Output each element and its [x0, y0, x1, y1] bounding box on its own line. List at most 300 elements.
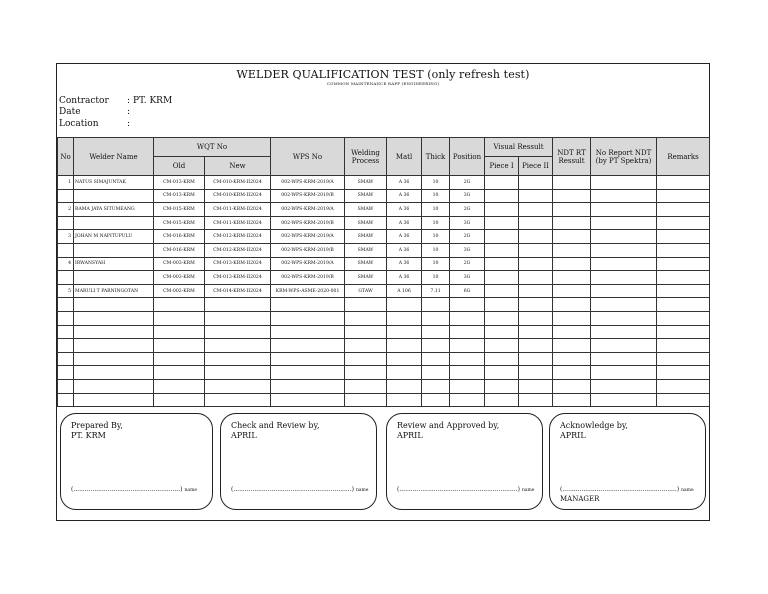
cell-matl: [387, 379, 422, 393]
cell-thick: 10: [422, 271, 450, 285]
cell-welding-process: [345, 366, 387, 380]
table-row: [58, 298, 710, 312]
cell-no-report-ndt: [591, 311, 657, 325]
cell-no-report-ndt: [591, 216, 657, 230]
cell-matl: A 36: [387, 216, 422, 230]
cell-piece-2: [519, 176, 553, 190]
cell-remarks: [657, 189, 710, 203]
cell-welding-process: [345, 379, 387, 393]
cell-ndt-rt: [553, 339, 591, 353]
cell-remarks: [657, 366, 710, 380]
cell-wqt-new: [205, 352, 271, 366]
cell-wps-no: 002-WPS-KRM-2019/B: [271, 189, 345, 203]
cell-thick: [422, 298, 450, 312]
cell-wps-no: [271, 298, 345, 312]
cell-matl: [387, 325, 422, 339]
cell-piece-1: [485, 176, 519, 190]
cell-piece-1: [485, 230, 519, 244]
cell-wqt-new: [205, 311, 271, 325]
cell-ndt-rt: [553, 176, 591, 190]
cell-no-report-ndt: [591, 230, 657, 244]
table-body: [58, 176, 710, 407]
cell-wqt-old: [154, 379, 205, 393]
cell-wqt-new: [205, 366, 271, 380]
cell-piece-1: [485, 257, 519, 271]
cell-welder-name: [74, 325, 154, 339]
signature-box-prepared: [60, 413, 213, 510]
table-row: [58, 271, 710, 285]
cell-remarks: [657, 352, 710, 366]
cell-wqt-new: [205, 339, 271, 353]
col-wqt-no: WQT No: [154, 138, 271, 157]
cell-piece-2: [519, 216, 553, 230]
cell-wqt-new: CM-013-KRM-II2024: [205, 271, 271, 285]
cell-piece-1: [485, 339, 519, 353]
cell-wps-no: KRM-WPS-ASME-2020-001: [271, 284, 345, 298]
cell-no: [58, 271, 74, 285]
cell-wqt-old: CM-013-KRM: [154, 176, 205, 190]
cell-welding-process: [345, 325, 387, 339]
cell-no-report-ndt: [591, 203, 657, 217]
cell-wqt-old: [154, 298, 205, 312]
cell-wqt-new: [205, 379, 271, 393]
cell-piece-2: [519, 257, 553, 271]
cell-no: 5: [58, 284, 74, 298]
cell-welder-name: [74, 339, 154, 353]
cell-position: [450, 352, 485, 366]
cell-ndt-rt: [553, 257, 591, 271]
cell-welder-name: [74, 243, 154, 257]
cell-no-report-ndt: [591, 366, 657, 380]
cell-thick: 10: [422, 176, 450, 190]
cell-thick: 10: [422, 189, 450, 203]
cell-matl: A 36: [387, 257, 422, 271]
cell-thick: 10: [422, 216, 450, 230]
cell-wqt-old: CM-013-KRM: [154, 189, 205, 203]
cell-wps-no: 002-WPS-KRM-2019/B: [271, 243, 345, 257]
col-no: No: [58, 138, 74, 176]
cell-thick: 10: [422, 243, 450, 257]
cell-wps-no: 002-WPS-KRM-2019/A: [271, 176, 345, 190]
cell-no-report-ndt: [591, 243, 657, 257]
cell-welding-process: SMAW: [345, 257, 387, 271]
cell-wps-no: [271, 379, 345, 393]
cell-wqt-new: CM-010-KRM-II2024: [205, 189, 271, 203]
signature-line: (........................................................): [71, 486, 183, 493]
cell-welding-process: SMAW: [345, 203, 387, 217]
cell-matl: A 36: [387, 189, 422, 203]
cell-thick: [422, 379, 450, 393]
cell-welder-name: IRWANSYAH: [74, 257, 154, 271]
cell-remarks: [657, 379, 710, 393]
cell-no-report-ndt: [591, 379, 657, 393]
cell-ndt-rt: [553, 379, 591, 393]
cell-matl: [387, 298, 422, 312]
cell-welder-name: [74, 189, 154, 203]
cell-no: [58, 339, 74, 353]
cell-welder-name: [74, 216, 154, 230]
cell-welding-process: SMAW: [345, 271, 387, 285]
cell-piece-1: [485, 393, 519, 407]
cell-no-report-ndt: [591, 176, 657, 190]
cell-ndt-rt: [553, 230, 591, 244]
cell-welder-name: [74, 366, 154, 380]
cell-wqt-old: [154, 352, 205, 366]
cell-wps-no: [271, 393, 345, 407]
col-piece-1: Piece I: [485, 157, 519, 176]
cell-wps-no: 002-WPS-KRM-2019/B: [271, 271, 345, 285]
cell-piece-2: [519, 393, 553, 407]
signature-title: MANAGER: [560, 495, 600, 503]
cell-remarks: [657, 230, 710, 244]
cell-matl: A 36: [387, 271, 422, 285]
form-title: WELDER QUALIFICATION TEST (only refresh test): [236, 68, 530, 81]
cell-thick: [422, 393, 450, 407]
cell-welder-name: [74, 271, 154, 285]
col-visual-result: Visual Ressult: [485, 138, 553, 157]
signature-line: (..............................................................): [397, 486, 520, 493]
form-subtitle: COMMON MAINTENANCE RAPP (ENGINEERING): [326, 81, 440, 86]
cell-wqt-old: [154, 339, 205, 353]
cell-remarks: [657, 325, 710, 339]
cell-position: 6G: [450, 284, 485, 298]
cell-position: [450, 366, 485, 380]
col-new: New: [205, 157, 271, 176]
cell-piece-2: [519, 366, 553, 380]
cell-no: [58, 366, 74, 380]
cell-position: [450, 325, 485, 339]
cell-thick: [422, 339, 450, 353]
cell-wqt-old: [154, 311, 205, 325]
cell-wqt-old: CM-003-KRM: [154, 271, 205, 285]
cell-piece-1: [485, 216, 519, 230]
cell-piece-2: [519, 243, 553, 257]
cell-no-report-ndt: [591, 257, 657, 271]
cell-matl: A 106: [387, 284, 422, 298]
table-row: [58, 325, 710, 339]
cell-matl: A 36: [387, 176, 422, 190]
cell-piece-2: [519, 379, 553, 393]
cell-wqt-new: CM-011-KRM-II2024: [205, 216, 271, 230]
table-row: [58, 284, 710, 298]
cell-no: 1: [58, 176, 74, 190]
cell-wqt-old: CM-015-KRM: [154, 216, 205, 230]
cell-position: 3G: [450, 216, 485, 230]
signature-role: Review and Approved by,: [397, 421, 500, 430]
cell-matl: [387, 339, 422, 353]
cell-piece-2: [519, 189, 553, 203]
cell-welding-process: [345, 298, 387, 312]
cell-piece-2: [519, 311, 553, 325]
table-row: [58, 203, 710, 217]
cell-thick: 7.11: [422, 284, 450, 298]
date-label: Date: [59, 107, 81, 117]
cell-matl: A 36: [387, 230, 422, 244]
cell-piece-2: [519, 230, 553, 244]
cell-position: 3G: [450, 243, 485, 257]
cell-remarks: [657, 257, 710, 271]
cell-welder-name: MARULI T PARNINGOTAN: [74, 284, 154, 298]
col-matl: Matl: [387, 138, 422, 176]
signature-name-label: name: [184, 488, 198, 493]
table-row: [58, 393, 710, 407]
signature-box-acknowledge: [549, 413, 706, 510]
cell-position: [450, 379, 485, 393]
cell-no: 3: [58, 230, 74, 244]
cell-wqt-new: CM-013-KRM-II2024: [205, 257, 271, 271]
cell-wps-no: [271, 352, 345, 366]
cell-welding-process: GTAW: [345, 284, 387, 298]
cell-thick: [422, 352, 450, 366]
cell-piece-1: [485, 189, 519, 203]
cell-no: 4: [58, 257, 74, 271]
cell-position: 3G: [450, 271, 485, 285]
cell-wqt-old: CM-016-KRM: [154, 230, 205, 244]
date-row: [59, 107, 133, 118]
signature-name-label: name: [355, 488, 369, 493]
signature-box-approved: [386, 413, 543, 510]
cell-remarks: [657, 393, 710, 407]
cell-thick: [422, 311, 450, 325]
cell-position: [450, 298, 485, 312]
cell-no: [58, 325, 74, 339]
cell-wqt-new: CM-011-KRM-II2024: [205, 203, 271, 217]
cell-no-report-ndt: [591, 393, 657, 407]
signature-org: APRIL: [231, 431, 257, 440]
cell-ndt-rt: [553, 203, 591, 217]
cell-position: [450, 339, 485, 353]
signature-name-label: name: [521, 488, 535, 493]
colon: :: [127, 119, 131, 129]
cell-position: 2G: [450, 230, 485, 244]
contractor-row: [59, 96, 172, 107]
cell-remarks: [657, 216, 710, 230]
cell-ndt-rt: [553, 271, 591, 285]
cell-piece-1: [485, 298, 519, 312]
col-ndt-rt: NDT RT Ressult: [553, 138, 591, 176]
cell-no-report-ndt: [591, 339, 657, 353]
table-row: [58, 230, 710, 244]
cell-piece-1: [485, 366, 519, 380]
cell-remarks: [657, 339, 710, 353]
cell-wps-no: [271, 311, 345, 325]
cell-no-report-ndt: [591, 189, 657, 203]
col-thick: Thick: [422, 138, 450, 176]
cell-matl: [387, 393, 422, 407]
table-row: [58, 176, 710, 190]
cell-piece-1: [485, 243, 519, 257]
table-row: [58, 189, 710, 203]
cell-no: [58, 311, 74, 325]
col-remarks: Remarks: [657, 138, 710, 176]
cell-wqt-old: CM-015-KRM: [154, 203, 205, 217]
table-row: [58, 366, 710, 380]
cell-ndt-rt: [553, 243, 591, 257]
location-row: [59, 119, 133, 130]
cell-wqt-new: [205, 298, 271, 312]
cell-piece-2: [519, 284, 553, 298]
cell-no-report-ndt: [591, 284, 657, 298]
col-piece-2: Piece II: [519, 157, 553, 176]
cell-wps-no: [271, 325, 345, 339]
cell-welding-process: SMAW: [345, 216, 387, 230]
colon: :: [127, 107, 131, 117]
cell-no: [58, 393, 74, 407]
cell-remarks: [657, 298, 710, 312]
cell-wps-no: [271, 339, 345, 353]
cell-welding-process: SMAW: [345, 243, 387, 257]
cell-matl: A 36: [387, 243, 422, 257]
table-row: [58, 352, 710, 366]
cell-position: 3G: [450, 189, 485, 203]
qualification-table: [57, 137, 710, 407]
cell-ndt-rt: [553, 325, 591, 339]
cell-ndt-rt: [553, 352, 591, 366]
cell-thick: 10: [422, 257, 450, 271]
cell-thick: 10: [422, 230, 450, 244]
cell-welder-name: RAMA JAYA SITUMEANG: [74, 203, 154, 217]
location-label: Location: [59, 119, 99, 129]
col-position: Position: [450, 138, 485, 176]
cell-position: [450, 311, 485, 325]
cell-matl: [387, 311, 422, 325]
cell-no: [58, 216, 74, 230]
cell-matl: [387, 366, 422, 380]
cell-ndt-rt: [553, 216, 591, 230]
signature-role: Check and Review by,: [231, 421, 320, 430]
signature-org: PT. KRM: [71, 431, 106, 440]
cell-thick: [422, 325, 450, 339]
signature-role: Prepared By,: [71, 421, 123, 430]
cell-piece-1: [485, 271, 519, 285]
col-welding-process: Welding Process: [345, 138, 387, 176]
table-row: [58, 311, 710, 325]
cell-remarks: [657, 203, 710, 217]
cell-piece-1: [485, 352, 519, 366]
cell-wqt-old: [154, 325, 205, 339]
cell-no: [58, 189, 74, 203]
cell-piece-2: [519, 203, 553, 217]
cell-welding-process: SMAW: [345, 189, 387, 203]
table-row: [58, 257, 710, 271]
cell-no: [58, 352, 74, 366]
cell-welding-process: [345, 352, 387, 366]
cell-no: [58, 379, 74, 393]
cell-piece-1: [485, 311, 519, 325]
cell-wqt-new: CM-010-KRM-II2024: [205, 176, 271, 190]
cell-remarks: [657, 271, 710, 285]
table-row: [58, 216, 710, 230]
signature-line: (..............................................................): [231, 486, 354, 493]
cell-wqt-old: [154, 393, 205, 407]
signature-box-check: [220, 413, 377, 510]
table-row: [58, 339, 710, 353]
col-wps-no: WPS No: [271, 138, 345, 176]
cell-wqt-new: CM-012-KRM-II2024: [205, 243, 271, 257]
cell-no-report-ndt: [591, 298, 657, 312]
cell-wqt-old: CM-002-KRM: [154, 284, 205, 298]
cell-ndt-rt: [553, 366, 591, 380]
cell-remarks: [657, 176, 710, 190]
cell-wqt-new: [205, 393, 271, 407]
cell-welder-name: [74, 298, 154, 312]
cell-wps-no: 002-WPS-KRM-2019/A: [271, 257, 345, 271]
cell-no: [58, 298, 74, 312]
cell-no: 2: [58, 203, 74, 217]
signature-line: (............................................................): [560, 486, 680, 493]
cell-thick: [422, 366, 450, 380]
cell-wps-no: 002-WPS-KRM-2019/A: [271, 203, 345, 217]
colon: :: [127, 96, 131, 106]
signature-org: APRIL: [397, 431, 423, 440]
cell-piece-2: [519, 339, 553, 353]
table-row: [58, 243, 710, 257]
cell-wqt-new: CM-012-KRM-II2024: [205, 230, 271, 244]
contractor-value: PT. KRM: [133, 96, 173, 106]
cell-piece-2: [519, 298, 553, 312]
cell-piece-1: [485, 284, 519, 298]
cell-no-report-ndt: [591, 325, 657, 339]
cell-remarks: [657, 243, 710, 257]
cell-welder-name: NATUS SIMAJUNTAK: [74, 176, 154, 190]
cell-wps-no: [271, 366, 345, 380]
cell-remarks: [657, 311, 710, 325]
cell-piece-1: [485, 325, 519, 339]
cell-no-report-ndt: [591, 352, 657, 366]
cell-position: 2G: [450, 203, 485, 217]
cell-welding-process: [345, 311, 387, 325]
cell-ndt-rt: [553, 393, 591, 407]
table-row: [58, 379, 710, 393]
cell-welding-process: SMAW: [345, 176, 387, 190]
cell-position: [450, 393, 485, 407]
cell-piece-2: [519, 325, 553, 339]
cell-position: 2G: [450, 257, 485, 271]
cell-welder-name: [74, 352, 154, 366]
cell-no: [58, 243, 74, 257]
cell-welder-name: [74, 379, 154, 393]
cell-position: 2G: [450, 176, 485, 190]
col-no-report-ndt: No Report NDT (by PT Spektra): [591, 138, 657, 176]
cell-piece-2: [519, 352, 553, 366]
cell-thick: 10: [422, 203, 450, 217]
cell-piece-2: [519, 271, 553, 285]
cell-welding-process: [345, 339, 387, 353]
cell-wps-no: 002-WPS-KRM-2019/B: [271, 216, 345, 230]
cell-welding-process: [345, 393, 387, 407]
signature-org: APRIL: [560, 431, 586, 440]
cell-matl: A 36: [387, 203, 422, 217]
signature-name-label: name: [681, 488, 694, 493]
cell-wqt-new: [205, 325, 271, 339]
cell-ndt-rt: [553, 311, 591, 325]
cell-ndt-rt: [553, 298, 591, 312]
cell-ndt-rt: [553, 189, 591, 203]
cell-welder-name: [74, 393, 154, 407]
cell-wps-no: 002-WPS-KRM-2019/A: [271, 230, 345, 244]
cell-remarks: [657, 284, 710, 298]
cell-ndt-rt: [553, 284, 591, 298]
cell-wqt-new: CM-014-KRM-II2024: [205, 284, 271, 298]
cell-wqt-old: CM-003-KRM: [154, 257, 205, 271]
cell-no-report-ndt: [591, 271, 657, 285]
cell-welder-name: [74, 311, 154, 325]
cell-wqt-old: CM-016-KRM: [154, 243, 205, 257]
cell-welding-process: SMAW: [345, 230, 387, 244]
cell-piece-1: [485, 379, 519, 393]
cell-wqt-old: [154, 366, 205, 380]
cell-matl: [387, 352, 422, 366]
